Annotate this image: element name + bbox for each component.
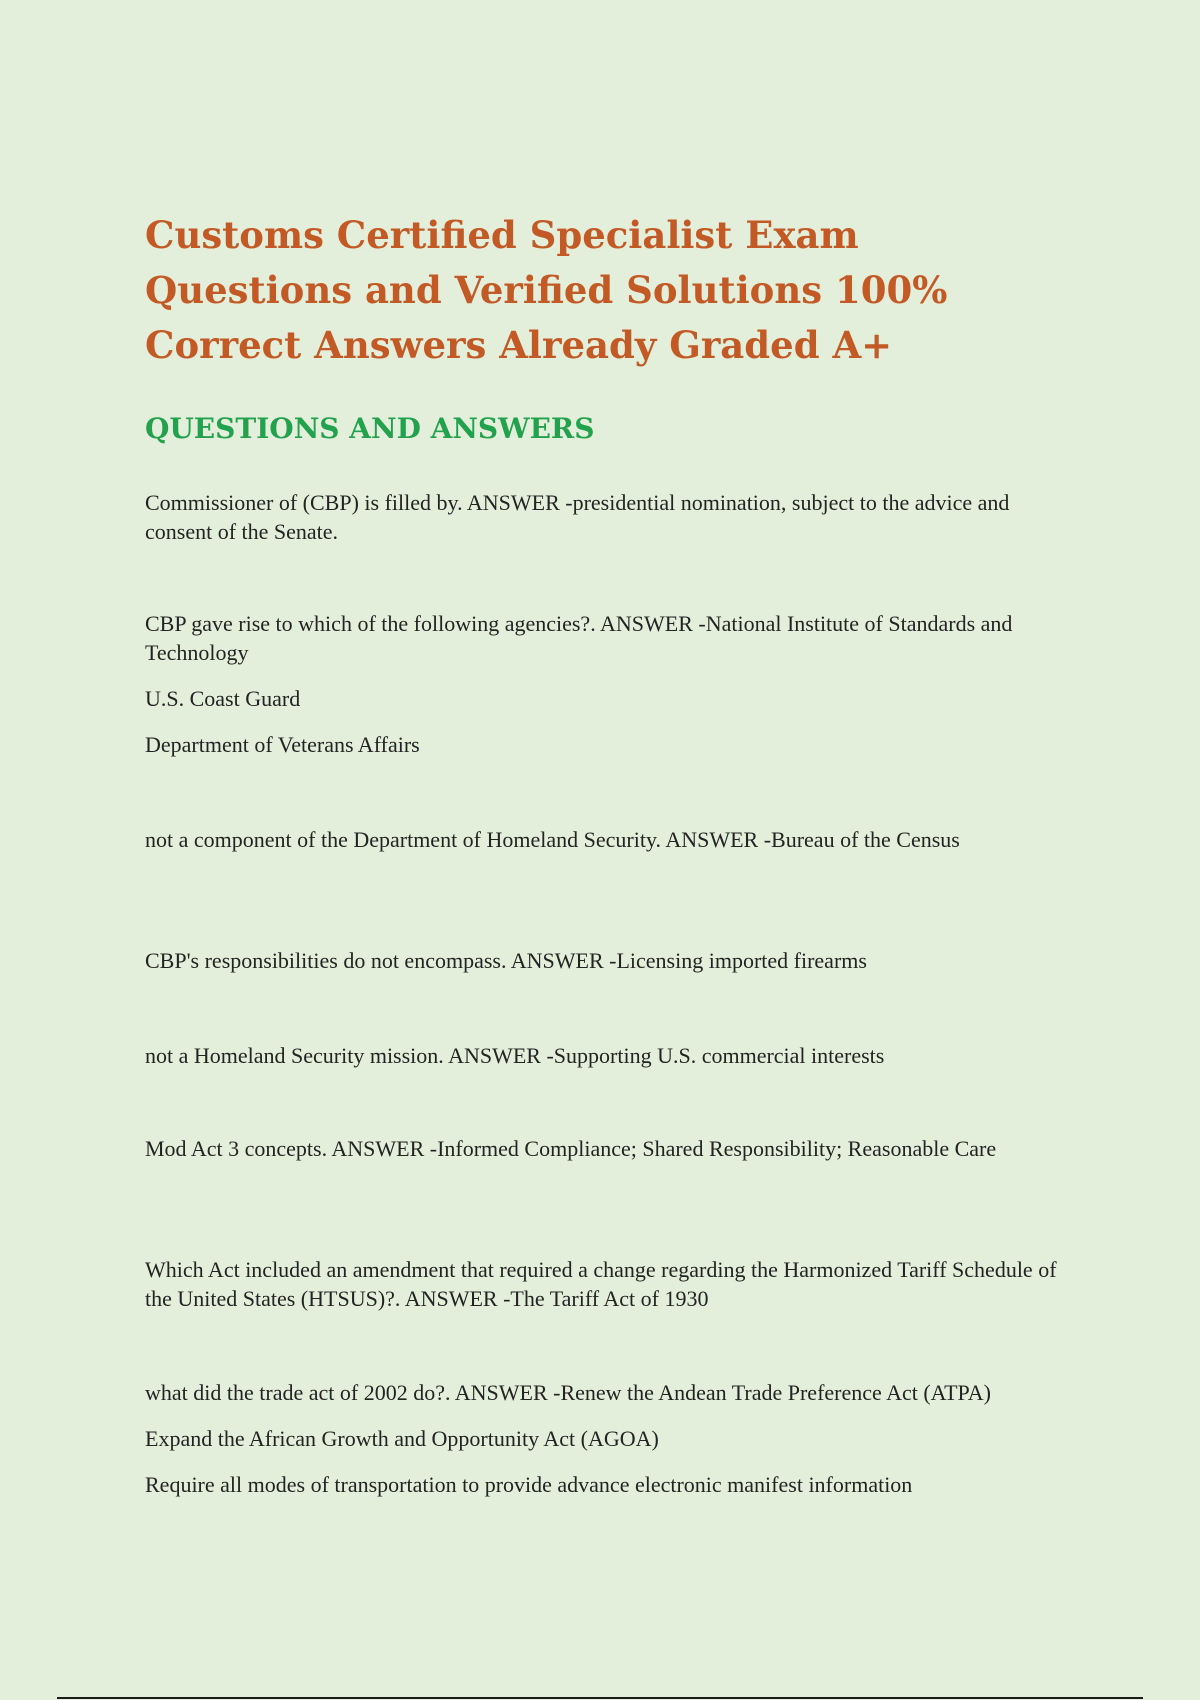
qa-item [145, 946, 1075, 975]
qa-text: CBP gave rise to which of the following agencies?. ANSWER -National Institute of Standards and Technology [145, 611, 1013, 665]
qa-text: what did the trade act of 2002 do?. ANSWER -Renew the Andean Trade Preference Act (ATPA) [145, 1380, 991, 1405]
qa-item [145, 1255, 1075, 1313]
qa-item [145, 1134, 1075, 1163]
qa-item [145, 825, 1075, 854]
qa-text: CBP's responsibilities do not encompass. ANSWER -Licensing imported firearms [145, 948, 867, 973]
document-title: Customs Certified Specialist Exam Questions and Verified Solutions 100% Correct Answers Already Graded A+ [145, 213, 948, 367]
qa-item [145, 609, 1075, 759]
qa-text: not a component of the Department of Homeland Security. ANSWER -Bureau of the Census [145, 827, 960, 852]
qa-answer-option: Department of Veterans Affairs [145, 732, 420, 757]
section-heading: QUESTIONS AND ANSWERS [145, 412, 595, 445]
qa-answer-option: Expand the African Growth and Opportunity Act (AGOA) [145, 1426, 659, 1451]
qa-answer-option: Require all modes of transportation to provide advance electronic manifest information [145, 1472, 913, 1497]
qa-text: not a Homeland Security mission. ANSWER -Supporting U.S. commercial interests [145, 1043, 885, 1068]
qa-answer-option: U.S. Coast Guard [145, 686, 301, 711]
page-bottom-rule [57, 1697, 1143, 1699]
qa-item [145, 488, 1075, 546]
qa-text: Commissioner of (CBP) is filled by. ANSWER -presidential nomination, subject to the advice and consent of the Senate. [145, 490, 1010, 544]
qa-item [145, 1041, 1075, 1070]
qa-item [145, 1378, 1075, 1499]
qa-text: Which Act included an amendment that required a change regarding the Harmonized Tariff Schedule of the United States (HTSUS)?. ANSWER -The Tariff Act of 1930 [145, 1257, 1057, 1311]
qa-text: Mod Act 3 concepts. ANSWER -Informed Compliance; Shared Responsibility; Reasonable Care [145, 1136, 997, 1161]
